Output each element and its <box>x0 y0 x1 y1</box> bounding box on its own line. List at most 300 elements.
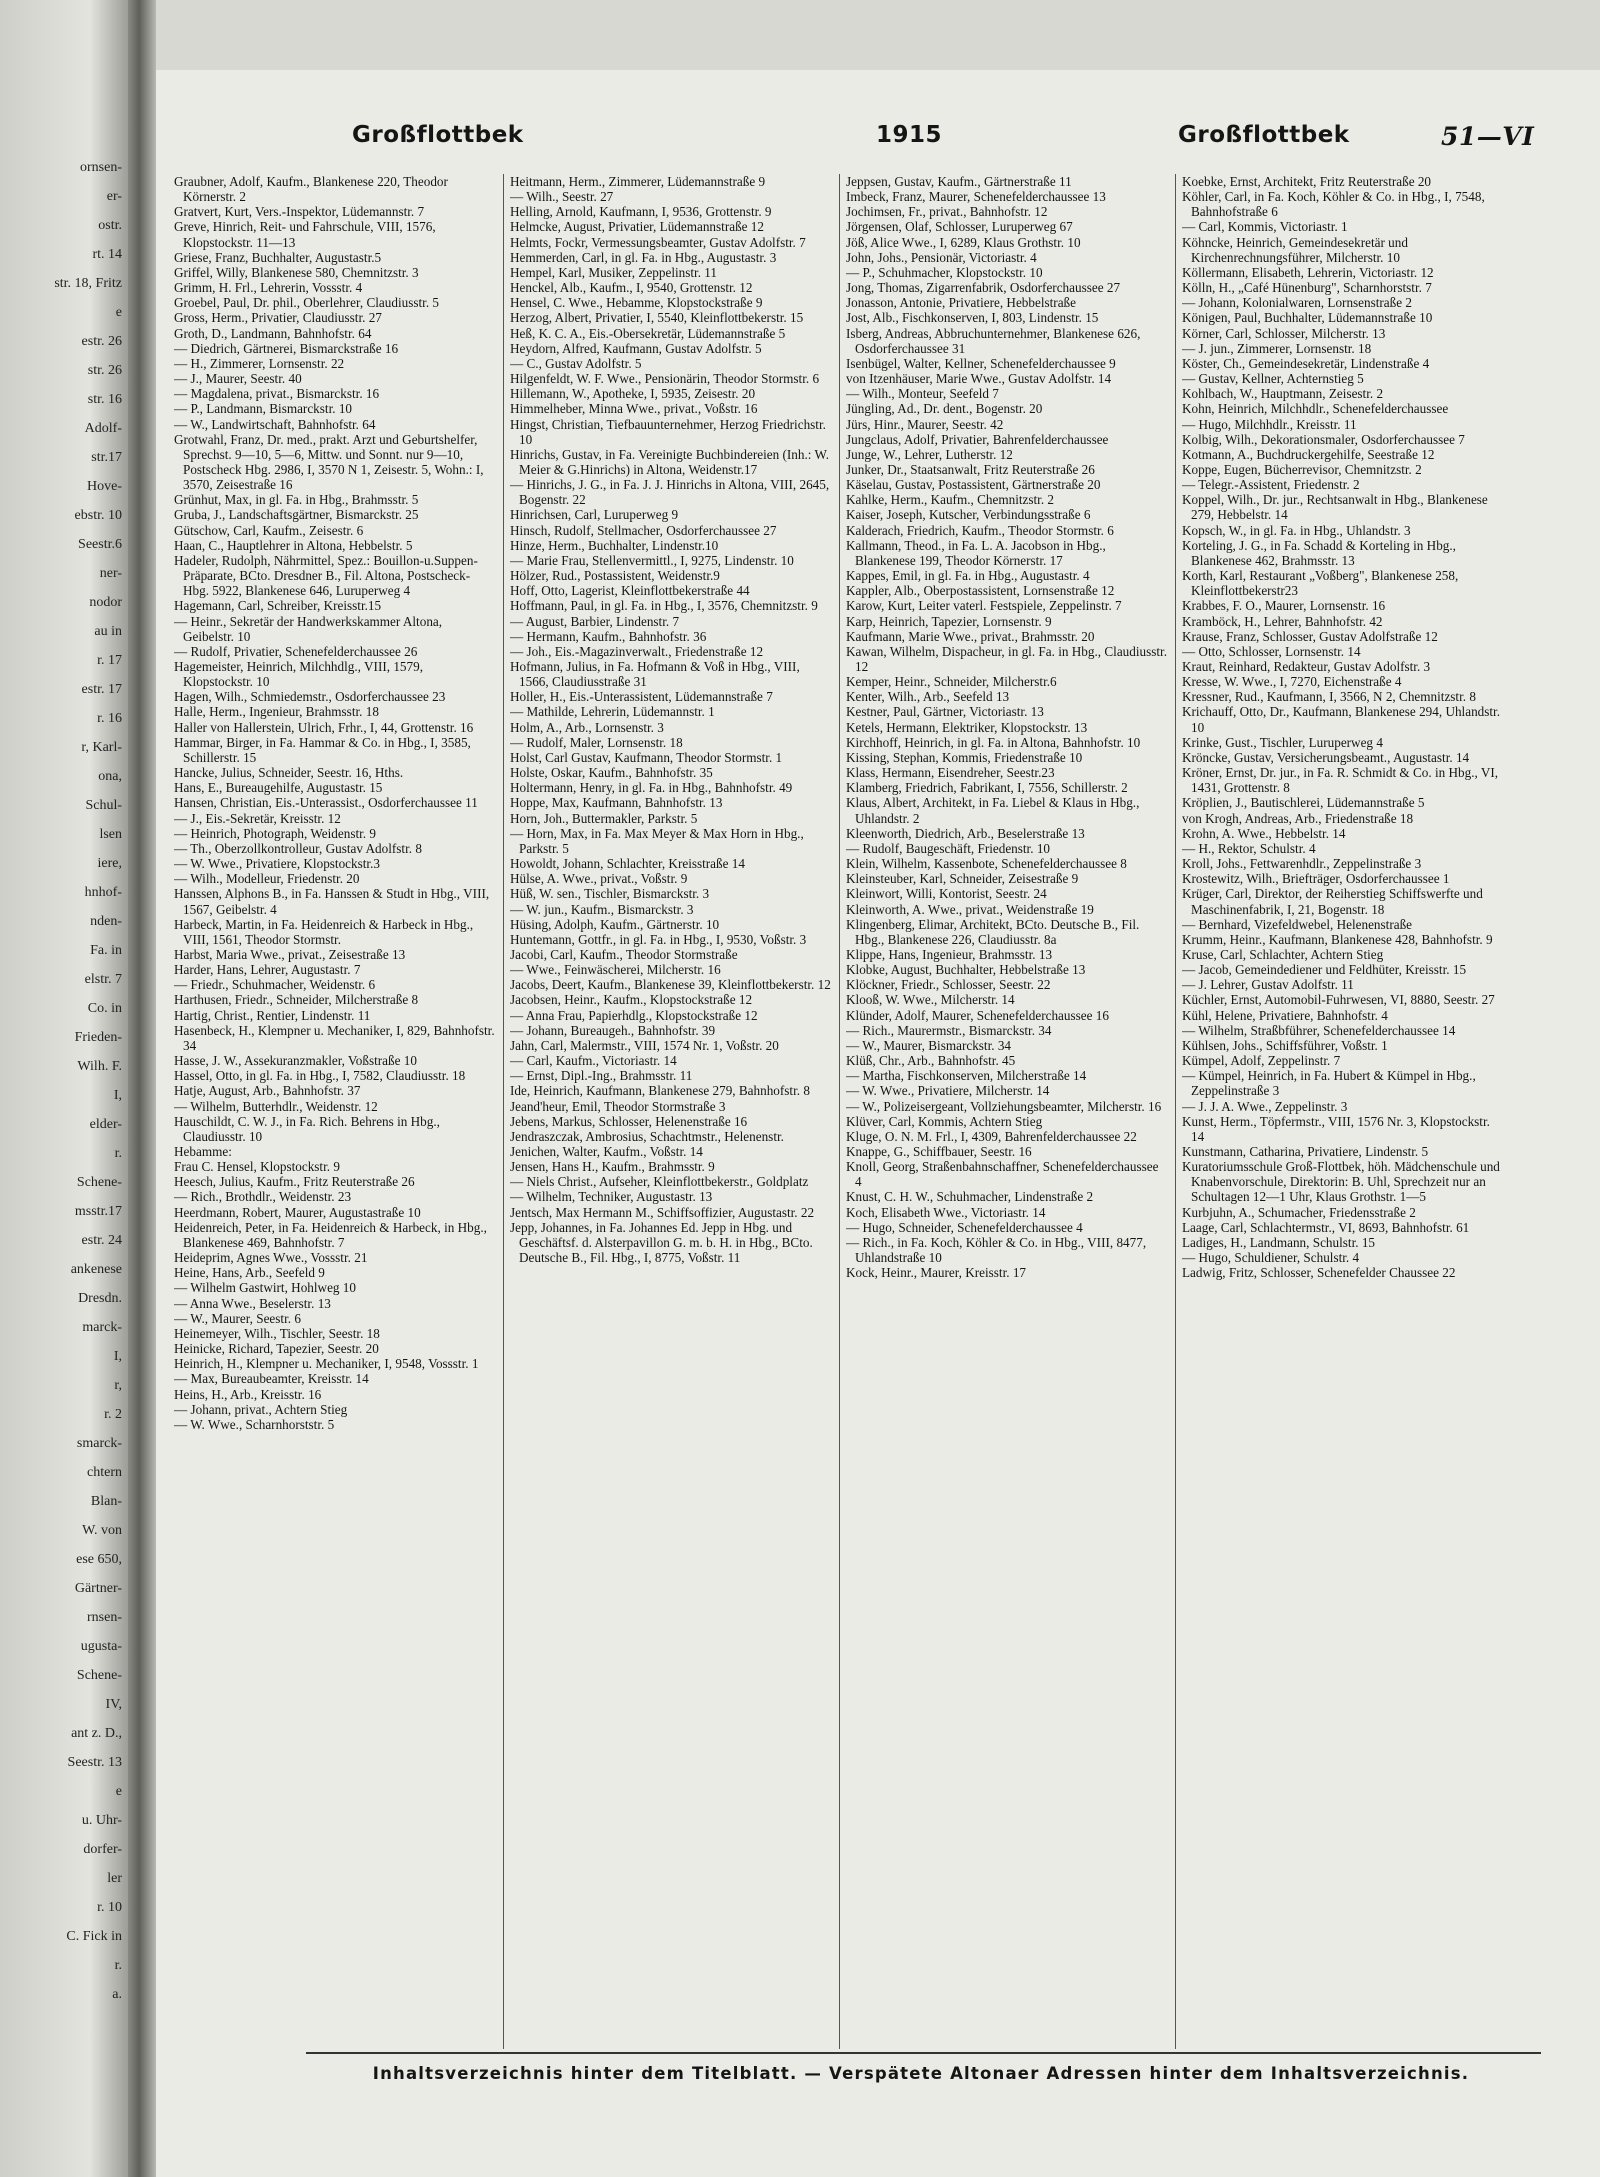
gutter-text-fragment: Fa. in <box>90 943 122 958</box>
directory-entry: Korteling, J. G., in Fa. Schadd & Korteling in Hbg., Blankenese 462, Brahmsstr. 13 <box>1182 537 1456 568</box>
gutter-text-fragment: chtern <box>87 1465 122 1480</box>
directory-entry: Heerdmann, Robert, Maurer, Augustastraße 10 <box>174 1204 421 1220</box>
directory-entry: Hassel, Otto, in gl. Fa. in Hbg., I, 7582, Claudiusstr. 18 <box>174 1068 466 1084</box>
directory-entry: — H., Zimmerer, Lornsenstr. 22 <box>174 355 345 371</box>
gutter-text-fragment: Wilh. F. <box>77 1059 122 1074</box>
directory-entry: Kestner, Paul, Gärtner, Victoriastr. 13 <box>846 704 1044 720</box>
gutter-text-fragment: Seestr. 13 <box>67 1755 122 1770</box>
directory-entry: Hinsch, Rudolf, Stellmacher, Osdorferchaussee 27 <box>510 522 777 538</box>
directory-entry: Knoll, Georg, Straßenbahnschaffner, Schenefelderchaussee 4 <box>846 1159 1159 1190</box>
directory-entry: — Rudolf, Baugeschäft, Friedenstr. 10 <box>846 840 1051 856</box>
gutter-text-fragment: marck- <box>82 1320 122 1335</box>
directory-entry: — Wilh., Modelleur, Friedenstr. 20 <box>174 871 360 887</box>
directory-entry: Hasse, J. W., Assekuranzmakler, Voßstraße 10 <box>174 1053 417 1069</box>
directory-entry: Koch, Elisabeth Wwe., Victoriastr. 14 <box>846 1204 1046 1220</box>
directory-entry: — Mathilde, Lehrerin, Lüdemannstr. 1 <box>510 704 715 720</box>
directory-entry: Hartig, Christ., Rentier, Lindenstr. 11 <box>174 1007 371 1023</box>
directory-entry: Hagen, Wilh., Schmiedemstr., Osdorferchaussee 23 <box>174 689 446 705</box>
directory-entry: Kleenworth, Diedrich, Arb., Beselerstraße 13 <box>846 825 1085 841</box>
directory-entry: — W. Wwe., Privatiere, Klopstockstr.3 <box>174 856 380 872</box>
directory-entry: Kresse, W. Wwe., I, 7270, Eichenstraße 4 <box>1182 674 1402 690</box>
directory-entry: — Otto, Schlosser, Lornsenstr. 14 <box>1182 643 1361 659</box>
directory-entry: Isberg, Andreas, Abbruchunternehmer, Blankenese 626, Osdorferchaussee 31 <box>846 325 1141 356</box>
directory-entry: Jepp, Johannes, in Fa. Johannes Ed. Jepp in Hbg. und Geschäftsf. d. Alsterpavillon G. m. b. H. in Hbg., BCto. Deutsche B., Fil. Hbg., I, 8775, Voßstr. 11 <box>510 1219 813 1266</box>
directory-entry: Gruba, J., Landschaftsgärtner, Bismarckstr. 25 <box>174 507 419 523</box>
gutter-text-fragment: a. <box>112 1987 122 2002</box>
directory-entry: Körner, Carl, Schlosser, Milcherstr. 13 <box>1182 325 1386 341</box>
directory-entry: Hagemann, Carl, Schreiber, Kreisstr.15 <box>174 598 382 614</box>
directory-entry: Kenter, Wilh., Arb., Seefeld 13 <box>846 689 1010 705</box>
directory-entry: Heitmann, Herm., Zimmerer, Lüdemannstraße 9 <box>510 174 766 189</box>
directory-entry: Krostewitz, Wilh., Briefträger, Osdorferchaussee 1 <box>1182 871 1450 887</box>
directory-entry: Klüß, Chr., Arb., Bahnhofstr. 45 <box>846 1053 1016 1069</box>
directory-entry: Jacobsen, Heinr., Kaufm., Klopstockstraße 12 <box>510 992 753 1008</box>
gutter-text-fragment: str. 26 <box>87 363 122 378</box>
directory-entry: Krinke, Gust., Tischler, Luruperweg 4 <box>1182 734 1383 750</box>
directory-entry: — Max, Bureaubeamter, Kreisstr. 14 <box>174 1371 369 1387</box>
footer-rule <box>306 2052 1541 2054</box>
directory-entry: Heidenreich, Peter, in Fa. Heidenreich & Harbeck, in Hbg., Blankenese 469, Bahnhofstr. 7 <box>174 1219 487 1250</box>
directory-entry: — W. Wwe., Privatiere, Milcherstr. 14 <box>846 1083 1050 1099</box>
directory-entry: Kaiser, Joseph, Kutscher, Verbindungsstraße 6 <box>846 507 1091 523</box>
directory-entry: — Diedrich, Gärtnerei, Bismarckstraße 16 <box>174 340 399 356</box>
directory-entry: Hebamme: <box>174 1144 232 1159</box>
directory-entry: Harder, Hans, Lehrer, Augustastr. 7 <box>174 962 361 978</box>
directory-entry: Harbst, Maria Wwe., privat., Zeisestraße 13 <box>174 946 406 962</box>
gutter-text-fragment: r. 10 <box>97 1900 122 1915</box>
gutter-text-fragment: Co. in <box>87 1001 122 1016</box>
directory-entry: — Magdalena, privat., Bismarckstr. 16 <box>174 386 380 402</box>
directory-entry: Hanssen, Alphons B., in Fa. Hanssen & Studt in Hbg., VIII, 1567, Geibelstr. 4 <box>174 886 490 917</box>
directory-entry: Laage, Carl, Schlachtermstr., VI, 8693, Bahnhofstr. 61 <box>1182 1219 1470 1235</box>
directory-entry: Klobke, August, Buchhalter, Hebbelstraße 13 <box>846 962 1086 978</box>
directory-entry: — Hinrichs, J. G., in Fa. J. J. Hinrichs in Altona, VIII, 2645, Bogenstr. 22 <box>510 477 830 508</box>
gutter-text-fragment: r, <box>114 1378 122 1393</box>
gutter-text-fragment: u. Uhr- <box>81 1813 122 1828</box>
directory-entry: — W., Maurer, Seestr. 6 <box>174 1310 301 1326</box>
directory-entry: Gütschow, Carl, Kaufm., Zeisestr. 6 <box>174 522 364 538</box>
directory-entry: Kissing, Stephan, Kommis, Friedenstraße 10 <box>846 749 1083 765</box>
gutter-text-fragment: r, Karl- <box>81 740 122 755</box>
directory-entry: Henckel, Alb., Kaufm., I, 9540, Grottenstr. 12 <box>510 280 753 296</box>
directory-entry: — Jacob, Gemeindediener und Feldhüter, Kreisstr. 15 <box>1182 962 1467 978</box>
directory-entry: Kock, Heinr., Maurer, Kreisstr. 17 <box>846 1265 1027 1281</box>
directory-entry: Junker, Dr., Staatsanwalt, Fritz Reuterstraße 26 <box>846 461 1095 477</box>
directory-entry: Kressner, Rud., Kaufmann, I, 3566, N 2, Chemnitzstr. 8 <box>1182 689 1476 705</box>
directory-entry: Grotwahl, Franz, Dr. med., prakt. Arzt und Geburtshelfer, Sprechst. 9—10, 5—6, Mittw. und Sonnt. nur 9—10, Postscheck Hbg. 2986, I, 3570 N 1, Zeisestr. 5, Wohn.: I, 3570, Zeisestraße 16 <box>174 431 484 493</box>
directory-entry: Hoff, Otto, Lagerist, Kleinflottbekerstraße 44 <box>510 583 750 599</box>
gutter-text-fragment: Hove- <box>87 479 122 494</box>
directory-entry: — W., Maurer, Bismarckstr. 34 <box>846 1037 1012 1053</box>
directory-entry: Köllermann, Elisabeth, Lehrerin, Victoriastr. 12 <box>1182 264 1434 280</box>
directory-entry: Graubner, Adolf, Kaufm., Blankenese 220, Theodor Körnerstr. 2 <box>174 174 448 205</box>
column-1 <box>174 174 496 2049</box>
directory-entry: Köster, Ch., Gemeindesekretär, Lindenstraße 4 <box>1182 355 1430 371</box>
directory-entry: Kröner, Ernst, Dr. jur., in Fa. R. Schmidt & Co. in Hbg., VI, 1431, Grottenstr. 8 <box>1182 765 1499 796</box>
gutter-text-fragment: e <box>115 1784 122 1799</box>
directory-entry: — Bernhard, Vizefeldwebel, Helenenstraße <box>1182 916 1413 932</box>
directory-entry: — Th., Oberzollkontrolleur, Gustav Adolfstr. 8 <box>174 840 422 856</box>
directory-entry: John, Johs., Pensionär, Victoriastr. 4 <box>846 249 1037 265</box>
directory-entry: Jungclaus, Adolf, Privatier, Bahrenfelderchaussee <box>846 431 1109 447</box>
directory-entry: — H., Rektor, Schulstr. 4 <box>1182 840 1316 856</box>
directory-entry: Hammar, Birger, in Fa. Hammar & Co. in Hbg., I, 3585, Schillerstr. 15 <box>174 734 471 765</box>
directory-entry: — W., Landwirtschaft, Bahnhofstr. 64 <box>174 416 376 432</box>
directory-entry: Jonasson, Antonie, Privatiere, Hebbelstraße <box>846 295 1076 311</box>
directory-entry: — Johann, Bureaugeh., Bahnhofstr. 39 <box>510 1022 716 1038</box>
gutter-text-fragment: ona, <box>98 769 122 784</box>
header-page-number: 51—VI <box>1441 122 1535 151</box>
directory-entry: Kalderach, Friedrich, Kaufm., Theodor Stormstr. 6 <box>846 522 1114 538</box>
directory-entry: Kohlbach, W., Hauptmann, Zeisestr. 2 <box>1182 386 1384 402</box>
directory-entry: Imbeck, Franz, Maurer, Schenefelderchaussee 13 <box>846 189 1106 205</box>
directory-entry: — Wilh., Seestr. 27 <box>510 189 614 205</box>
directory-entry: — Wwe., Feinwäscherei, Milcherstr. 16 <box>510 962 721 978</box>
directory-entry: Jensen, Hans H., Kaufm., Brahmsstr. 9 <box>510 1159 715 1175</box>
directory-entry: Kluge, O. N. M. Frl., I, 4309, Bahrenfelderchaussee 22 <box>846 1128 1137 1144</box>
directory-entry: Horn, Joh., Buttermakler, Parkstr. 5 <box>510 810 698 826</box>
directory-entry: Kunstmann, Catharina, Privatiere, Lindenstr. 5 <box>1182 1144 1429 1159</box>
directory-entry: — Carl, Kaufm., Victoriastr. 14 <box>510 1053 677 1069</box>
directory-entry: Kaufmann, Marie Wwe., privat., Brahmsstr. 20 <box>846 628 1095 644</box>
directory-entry: Hillemann, W., Apotheke, I, 5935, Zeisestr. 20 <box>510 386 756 402</box>
directory-entry: Heinemeyer, Wilh., Tischler, Seestr. 18 <box>174 1325 380 1341</box>
directory-entry: Herzog, Albert, Privatier, I, 5540, Kleinflottbekerstr. 15 <box>510 310 804 326</box>
gutter-text-fragment: rt. 14 <box>92 247 122 262</box>
directory-entry: Krause, Franz, Schlosser, Gustav Adolfstraße 12 <box>1182 628 1438 644</box>
directory-entry: Klüver, Carl, Kommis, Achtern Stieg <box>846 1113 1043 1129</box>
directory-entry: Haan, C., Hauptlehrer in Altona, Hebbelstr. 5 <box>174 537 413 553</box>
directory-entry: Holler, H., Eis.-Unterassistent, Lüdemannstraße 7 <box>510 689 773 705</box>
directory-entry: Klooß, W. Wwe., Milcherstr. 14 <box>846 992 1015 1008</box>
gutter-text-fragment: rnsen- <box>87 1610 122 1625</box>
directory-entry: — Hermann, Kaufm., Bahnhofstr. 36 <box>510 628 707 644</box>
directory-entry: Jong, Thomas, Zigarrenfabrik, Osdorferchaussee 27 <box>846 280 1121 296</box>
directory-entry: Kotmann, A., Buchdruckergehilfe, Seestraße 12 <box>1182 446 1435 462</box>
directory-entry: — Martha, Fischkonserven, Milcherstraße 14 <box>846 1068 1087 1084</box>
directory-entry: Gratvert, Kurt, Vers.-Inspektor, Lüdemannstr. 7 <box>174 204 425 220</box>
directory-entry: Kühl, Helene, Privatiere, Bahnhofstr. 4 <box>1182 1007 1388 1023</box>
directory-entry: Kopsch, W., in gl. Fa. in Hbg., Uhlandstr. 3 <box>1182 522 1411 538</box>
header-year: 1915 <box>876 122 943 148</box>
header-right-title: Großflottbek <box>1178 122 1350 148</box>
directory-entry: Jenichen, Walter, Kaufm., Voßstr. 14 <box>510 1144 703 1159</box>
gutter-text-fragment: estr. 17 <box>81 682 122 697</box>
directory-entry: Isenbügel, Walter, Kellner, Schenefelderchaussee 9 <box>846 355 1116 371</box>
gutter-text-fragment: au in <box>94 624 122 639</box>
directory-entry: Jeand'heur, Emil, Theodor Stormstraße 3 <box>510 1098 726 1114</box>
gutter-text-fragment: msstr.17 <box>74 1204 122 1219</box>
directory-entry: Hansen, Christian, Eis.-Unterassist., Osdorferchaussee 11 <box>174 795 478 811</box>
directory-entry: Heß, K. C. A., Eis.-Obersekretär, Lüdemannstraße 5 <box>510 325 786 341</box>
directory-entry: Kuratoriumsschule Groß-Flottbek, höh. Mädchenschule und Knabenvorschule, Direktorin: B. Uhl, Sprechzeit nur an Schultagen 12—1 Uhr, Klaus Grothstr. 1—5 <box>1182 1159 1500 1205</box>
directory-entry: — Wilhelm, Straßbführer, Schenefelderchaussee 14 <box>1182 1022 1456 1038</box>
gutter-text-fragment: str. 18, Fritz <box>54 276 122 291</box>
directory-entry: — Niels Christ., Aufseher, Kleinflottbekerstr., Goldplatz <box>510 1174 809 1190</box>
directory-entry: — Rudolf, Privatier, Schenefelderchaussee 26 <box>174 643 418 659</box>
directory-entry: Klein, Wilhelm, Kassenbote, Schenefelderchaussee 8 <box>846 856 1127 872</box>
directory-entry: von Itzenhäuser, Marie Wwe., Gustav Adolfstr. 14 <box>846 371 1112 387</box>
gutter-text-fragment: iere, <box>97 856 122 871</box>
directory-entry: Küchler, Ernst, Automobil-Fuhrwesen, VI, 8880, Seestr. 27 <box>1182 992 1495 1008</box>
directory-entry: — Friedr., Schuhmacher, Weidenstr. 6 <box>174 977 376 993</box>
gutter-text-fragment: elstr. 7 <box>84 972 122 987</box>
directory-entry: — Rich., Maurermstr., Bismarckstr. 34 <box>846 1022 1052 1038</box>
directory-entry: — Hugo, Schneider, Schenefelderchaussee 4 <box>846 1219 1083 1235</box>
directory-entry: Kroll, Johs., Fettwarenhdlr., Zeppelinstraße 3 <box>1182 856 1422 872</box>
page-header <box>156 122 1600 162</box>
gutter-text-fragment: nden- <box>90 914 122 929</box>
gutter-text-fragment: ankenese <box>70 1262 122 1277</box>
directory-entry: Holst, Carl Gustav, Kaufmann, Theodor Stormstr. 1 <box>510 749 783 765</box>
gutter-text-fragment: r. 17 <box>97 653 122 668</box>
directory-entry: Kirchhoff, Heinrich, in gl. Fa. in Altona, Bahnhofstr. 10 <box>846 734 1141 750</box>
directory-entry: Jebens, Markus, Schlosser, Helenenstraße 16 <box>510 1113 748 1129</box>
gutter-text-fragment: str. 16 <box>87 392 122 407</box>
book-spine <box>128 0 156 2177</box>
gutter-text-fragment: Seestr.6 <box>78 537 122 552</box>
directory-entry: Hauschildt, C. W. J., in Fa. Rich. Behrens in Hbg., Claudiusstr. 10 <box>174 1113 440 1144</box>
directory-entry: — Horn, Max, in Fa. Max Meyer & Max Horn in Hbg., Parkstr. 5 <box>510 825 804 856</box>
directory-entry: — Telegr.-Assistent, Friedenstr. 2 <box>1182 477 1360 493</box>
directory-entry: Heinicke, Richard, Tapezier, Seestr. 20 <box>174 1341 379 1357</box>
gutter-text-fragment: ugusta- <box>80 1639 122 1654</box>
directory-entry: Kruse, Carl, Schlachter, Achtern Stieg <box>1182 946 1384 962</box>
directory-entry: Kolbig, Wilh., Dekorationsmaler, Osdorferchaussee 7 <box>1182 431 1465 447</box>
directory-columns <box>156 174 1600 2049</box>
gutter-text-fragment: Blan- <box>90 1494 122 1509</box>
directory-entry: Klamberg, Friedrich, Fabrikant, I, 7556, Schillerstr. 2 <box>846 780 1128 796</box>
directory-entry: — August, Barbier, Lindenstr. 7 <box>510 613 680 629</box>
directory-entry: Hüsing, Adolph, Kaufm., Gärtnerstr. 10 <box>510 916 720 932</box>
directory-entry: Kölln, H., „Café Hünenburg", Scharnhorststr. 7 <box>1182 280 1432 296</box>
column-divider <box>503 174 504 2049</box>
gutter-text-fragment: hnhof- <box>84 885 122 900</box>
directory-entry: Jacobs, Deert, Kaufm., Blankenese 39, Kleinflottbekerstr. 12 <box>510 977 831 993</box>
directory-entry: Krabbes, F. O., Maurer, Lornsenstr. 16 <box>1182 598 1386 614</box>
gutter-text-fragment: estr. 26 <box>81 334 122 349</box>
directory-entry: Klaus, Albert, Architekt, in Fa. Liebel & Klaus in Hbg., Uhlandstr. 2 <box>846 795 1140 826</box>
column-3 <box>846 174 1168 2049</box>
directory-entry: Holtermann, Henry, in gl. Fa. in Hbg., Bahnhofstr. 49 <box>510 780 793 796</box>
directory-entry: Kraut, Reinhard, Redakteur, Gustav Adolfstr. 3 <box>1182 659 1431 674</box>
directory-entry: Heesch, Julius, Kaufm., Fritz Reuterstraße 26 <box>174 1174 415 1190</box>
gutter-text-fragment: ese 650, <box>76 1552 122 1567</box>
directory-entry: Klippe, Hans, Ingenieur, Brahmsstr. 13 <box>846 946 1053 962</box>
directory-entry: Krichauff, Otto, Dr., Kaufmann, Blankenese 294, Uhlandstr. 10 <box>1182 704 1501 735</box>
directory-entry: — Marie Frau, Stellenvermittl., I, 9275, Lindenstr. 10 <box>510 552 794 568</box>
directory-entry: Holm, A., Arb., Lornsenstr. 3 <box>510 719 664 735</box>
directory-entry: Kallmann, Theod., in Fa. L. A. Jacobson in Hbg., Blankenese 199, Theodor Körnerstr. 17 <box>846 537 1106 568</box>
directory-page <box>156 70 1600 2177</box>
header-left-title: Großflottbek <box>352 122 524 148</box>
directory-entry: — Carl, Kommis, Victoriastr. 1 <box>1182 219 1348 235</box>
directory-entry: Ladwig, Fritz, Schlosser, Schenefelder Chaussee 22 <box>1182 1265 1456 1281</box>
gutter-text-fragment: ant z. D., <box>71 1726 122 1741</box>
directory-entry: Jendraszczak, Ambrosius, Schachtmstr., Helenenstr. <box>510 1128 784 1144</box>
directory-entry: Koppel, Wilh., Dr. jur., Rechtsanwalt in Hbg., Blankenese 279, Hebbelstr. 14 <box>1182 492 1488 523</box>
directory-entry: — Wilhelm Gastwirt, Hohlweg 10 <box>174 1280 356 1296</box>
directory-entry: Hoffmann, Paul, in gl. Fa. in Hbg., I, 3576, Chemnitzstr. 9 <box>510 598 818 614</box>
directory-entry: Kunst, Herm., Töpfermstr., VIII, 1576 Nr. 3, Klopstockstr. 14 <box>1182 1113 1490 1144</box>
directory-entry: — J. jun., Zimmerer, Lornsenstr. 18 <box>1182 340 1372 356</box>
directory-entry: Hofmann, Julius, in Fa. Hofmann & Voß in Hbg., VIII, 1566, Claudiusstraße 31 <box>510 659 800 690</box>
directory-entry: Himmelheber, Minna Wwe., privat., Voßstr. 16 <box>510 401 758 417</box>
directory-entry: Heine, Hans, Arb., Seefeld 9 <box>174 1265 325 1281</box>
directory-entry: Hatje, August, Arb., Bahnhofstr. 37 <box>174 1083 361 1099</box>
gutter-text-fragment: ebstr. 10 <box>74 508 122 523</box>
directory-entry: Grünhut, Max, in gl. Fa. in Hbg., Brahmsstr. 5 <box>174 492 419 508</box>
directory-entry: Jacobi, Carl, Kaufm., Theodor Stormstraße <box>510 946 738 962</box>
gutter-text-fragment: ler <box>107 1871 122 1886</box>
directory-entry: Holste, Oskar, Kaufm., Bahnhofstr. 35 <box>510 765 713 781</box>
directory-entry: Karow, Kurt, Leiter vaterl. Festspiele, Zeppelinstr. 7 <box>846 598 1122 614</box>
directory-entry: Groth, D., Landmann, Bahnhofstr. 64 <box>174 325 372 341</box>
gutter-text-fragment: C. Fick in <box>66 1929 122 1944</box>
directory-entry: Hemmerden, Carl, in gl. Fa. in Hbg., Augustastr. 3 <box>510 249 777 265</box>
directory-entry: Ladiges, H., Landmann, Schulstr. 15 <box>1182 1234 1376 1250</box>
gutter-text-fragment: Frieden- <box>74 1030 122 1045</box>
gutter-text-fragment: r. <box>114 1958 122 1973</box>
column-2 <box>510 174 832 2049</box>
directory-entry: — Heinr., Sekretär der Handwerkskammer Altona, Geibelstr. 10 <box>174 613 443 644</box>
directory-entry: Hinrichs, Gustav, in Fa. Vereinigte Buchbindereien (Inh.: W. Meier & G.Hinrichs) in Altona, Weidenstr.17 <box>510 446 830 477</box>
directory-entry: Kappes, Emil, in gl. Fa. in Hbg., Augustastr. 4 <box>846 568 1090 584</box>
directory-entry: — Gustav, Kellner, Achternstieg 5 <box>1182 371 1364 387</box>
directory-entry: Knust, C. H. W., Schuhmacher, Lindenstraße 2 <box>846 1189 1094 1205</box>
directory-entry: Kröplien, J., Bautischlerei, Lüdemannstraße 5 <box>1182 795 1425 811</box>
gutter-text-fragment: e <box>115 305 122 320</box>
directory-entry: — W. Wwe., Scharnhorststr. 5 <box>174 1416 335 1432</box>
directory-entry: Kleinworth, A. Wwe., privat., Weidenstraße 19 <box>846 901 1094 917</box>
directory-entry: — C., Gustav Adolfstr. 5 <box>510 355 642 371</box>
directory-entry: Kappler, Alb., Oberpostassistent, Lornsenstraße 12 <box>846 583 1115 599</box>
directory-entry: Käselau, Gustav, Postassistent, Gärtnerstraße 20 <box>846 477 1101 493</box>
gutter-text-fragment: er- <box>106 189 122 204</box>
gutter-text-fragment: r. 16 <box>97 711 122 726</box>
directory-entry: — P., Landmann, Bismarckstr. 10 <box>174 401 353 417</box>
directory-entry: — J., Maurer, Seestr. 40 <box>174 371 302 387</box>
directory-entry: — W., Polizeisergeant, Vollziehungsbeamter, Milcherstr. 16 <box>846 1098 1162 1114</box>
directory-entry: Jöß, Alice Wwe., I, 6289, Klaus Grothstr. 10 <box>846 234 1081 250</box>
directory-entry: Korth, Karl, Restaurant „Voßberg", Blankenese 258, Kleinflottbekerstr23 <box>1182 568 1459 599</box>
gutter-text-fragment: Schene- <box>76 1668 122 1683</box>
directory-entry: — Rudolf, Maler, Lornsenstr. 18 <box>510 734 683 750</box>
directory-entry: — Kümpel, Heinrich, in Fa. Hubert & Kümpel in Hbg., Zeppelinstraße 3 <box>1182 1068 1476 1099</box>
directory-entry: — Johann, Kolonialwaren, Lornsenstraße 2 <box>1182 295 1412 311</box>
directory-entry: Heinrich, H., Klempner u. Mechaniker, I, 9548, Vossstr. 1 <box>174 1356 479 1372</box>
gutter-text-fragment: ostr. <box>98 218 122 233</box>
directory-entry: Helling, Arnold, Kaufmann, I, 9536, Grottenstr. 9 <box>510 204 772 220</box>
directory-entry: — Wilhelm, Butterhdlr., Weidenstr. 12 <box>174 1098 378 1114</box>
directory-entry: Kleinsteuber, Karl, Schneider, Zeisestraße 9 <box>846 871 1079 887</box>
directory-entry: Halle, Herm., Ingenieur, Brahmsstr. 18 <box>174 704 379 720</box>
gutter-text-fragment: r. <box>114 1146 122 1161</box>
gutter-text-fragment: nodor <box>89 595 122 610</box>
directory-entry: Kühlsen, Johs., Schiffsführer, Voßstr. 1 <box>1182 1037 1388 1053</box>
directory-entry: Hans, E., Bureaugehilfe, Augustastr. 15 <box>174 780 383 796</box>
directory-entry: Krüger, Carl, Direktor, der Reiherstieg Schiffswerfte und Maschinenfabrik, I, 21, Bogenstr. 18 <box>1182 886 1483 917</box>
directory-entry: von Krogh, Andreas, Arb., Friedenstraße 18 <box>1182 810 1414 826</box>
gutter-text-fragment: I, <box>113 1088 122 1103</box>
directory-entry: Köhncke, Heinrich, Gemeindesekretär und Kirchenrechnungsführer, Milcherstr. 10 <box>1182 234 1408 265</box>
directory-entry: Hancke, Julius, Schneider, Seestr. 16, Hths. <box>174 765 404 781</box>
directory-entry: Kröncke, Gustav, Versicherungsbeamt., Augustastr. 14 <box>1182 749 1470 765</box>
directory-entry: Helmts, Fockr, Vermessungsbeamter, Gustav Adolfstr. 7 <box>510 234 806 250</box>
directory-entry: — Joh., Eis.-Magazinverwalt., Friedenstraße 12 <box>510 643 764 659</box>
directory-entry: Köhler, Carl, in Fa. Koch, Köhler & Co. in Hbg., I, 7548, Bahnhofstraße 6 <box>1182 189 1485 220</box>
directory-entry: — Hugo, Schuldiener, Schulstr. 4 <box>1182 1250 1360 1266</box>
directory-entry: Heydorn, Alfred, Kaufmann, Gustav Adolfstr. 5 <box>510 340 762 356</box>
directory-entry: — W. jun., Kaufm., Bismarckstr. 3 <box>510 901 694 917</box>
directory-entry: Kramböck, H., Lehrer, Bahnhofstr. 42 <box>1182 613 1383 629</box>
directory-entry: — Wilhelm, Techniker, Augustastr. 13 <box>510 1189 713 1205</box>
directory-entry: Hasenbeck, H., Klempner u. Mechaniker, I, 829, Bahnhofstr. 34 <box>174 1022 495 1053</box>
directory-entry: Kemper, Heinr., Schneider, Milcherstr.6 <box>846 674 1057 690</box>
directory-entry: Kawan, Wilhelm, Dispacheur, in gl. Fa. in Hbg., Claudiusstr. 12 <box>846 643 1168 674</box>
directory-entry: Jeppsen, Gustav, Kaufm., Gärtnerstraße 11 <box>846 174 1072 189</box>
column-divider <box>1175 174 1176 2049</box>
directory-entry: Ide, Heinrich, Kaufmann, Blankenese 279, Bahnhofstr. 8 <box>510 1083 810 1099</box>
directory-entry: Griese, Franz, Buchhalter, Augustastr.5 <box>174 249 382 265</box>
directory-entry: Hoppe, Max, Kaufmann, Bahnhofstr. 13 <box>510 795 723 811</box>
directory-entry: Hinze, Herm., Buchhalter, Lindenstr.10 <box>510 537 719 553</box>
gutter-text-fragment: IV, <box>105 1697 122 1712</box>
directory-entry: Grimm, H. Frl., Lehrerin, Vossstr. 4 <box>174 280 363 296</box>
column-4 <box>1182 174 1504 2049</box>
directory-entry: Hingst, Christian, Tiefbauunternehmer, Herzog Friedrichstr. 10 <box>510 416 826 447</box>
gutter-text-fragment: Schene- <box>76 1175 122 1190</box>
directory-entry: Hadeler, Rudolph, Nährmittel, Spez.: Bouillon-u.Suppen-Präparate, BCto. Dresdner B., Fil. Altona, Postscheck- Hbg. 5922, Blankenese 646, Luruperweg 4 <box>174 552 478 599</box>
directory-entry: Harbeck, Martin, in Fa. Heidenreich & Harbeck in Hbg., VIII, 1561, Theodor Stormstr. <box>174 916 474 947</box>
directory-entry: Königen, Paul, Buchhalter, Lüdemannstraße 10 <box>1182 310 1433 326</box>
directory-entry: Kahlke, Herm., Kaufm., Chemnitzstr. 2 <box>846 492 1055 508</box>
directory-entry: Heideprim, Agnes Wwe., Vossstr. 21 <box>174 1250 368 1266</box>
directory-entry: Jürs, Hinr., Maurer, Seestr. 42 <box>846 416 1004 432</box>
directory-entry: — Anna Wwe., Beselerstr. 13 <box>174 1295 331 1311</box>
directory-entry: Klünder, Adolf, Maurer, Schenefelderchaussee 16 <box>846 1007 1109 1023</box>
directory-entry: Hinrichsen, Carl, Luruperweg 9 <box>510 507 679 523</box>
directory-entry: — J. Lehrer, Gustav Adolfstr. 11 <box>1182 977 1354 993</box>
gutter-text-fragment: str.17 <box>91 450 122 465</box>
gutter-text-fragment: ner- <box>99 566 122 581</box>
directory-entry: Klöckner, Friedr., Schlosser, Seestr. 22 <box>846 977 1051 993</box>
directory-entry: Hensel, C. Wwe., Hebamme, Klopstockstraße 9 <box>510 295 763 311</box>
directory-entry: — J. J. A. Wwe., Zeppelinstr. 3 <box>1182 1098 1348 1114</box>
gutter-text-fragment: smarck- <box>76 1436 122 1451</box>
directory-entry: Jochimsen, Fr., privat., Bahnhofstr. 12 <box>846 204 1048 220</box>
directory-entry: Haller von Hallerstein, Ulrich, Frhr., I, 44, Grottenstr. 16 <box>174 719 474 735</box>
gutter-text-fragment: estr. 24 <box>81 1233 122 1248</box>
directory-entry: Jost, Alb., Fischkonserven, I, 803, Lindenstr. 15 <box>846 310 1099 326</box>
gutter-text-fragment: I, <box>113 1349 122 1364</box>
directory-entry: Howoldt, Johann, Schlachter, Kreisstraße 14 <box>510 856 745 872</box>
directory-entry: Koppe, Eugen, Bücherrevisor, Chemnitzstr. 2 <box>1182 461 1422 477</box>
gutter-text-fragment: ornsen- <box>80 160 122 175</box>
directory-entry: Helmcke, August, Privatier, Lüdemannstraße 12 <box>510 219 764 235</box>
directory-entry: Junge, W., Lehrer, Lutherstr. 12 <box>846 446 1013 462</box>
directory-entry: — Ernst, Dipl.-Ing., Brahmsstr. 11 <box>510 1068 693 1084</box>
gutter-text-fragment: Dresdn. <box>78 1291 122 1306</box>
directory-entry: Jüngling, Ad., Dr. dent., Bogenstr. 20 <box>846 401 1043 417</box>
gutter-text-fragment: dorfer- <box>83 1842 122 1857</box>
left-page-edge <box>0 0 128 2177</box>
directory-entry: Jörgensen, Olaf, Schlosser, Luruperweg 67 <box>846 219 1073 235</box>
page-footer: Inhaltsverzeichnis hinter dem Titelblatt. — Verspätete Altonaer Adressen hinter dem Inhaltsverzeichnis. <box>372 2064 1470 2083</box>
directory-entry: — Anna Frau, Papierhdlg., Klopstockstraße 12 <box>510 1007 758 1023</box>
directory-entry: Hempel, Karl, Musiker, Zeppelinstr. 11 <box>510 264 718 280</box>
directory-entry: Hilgenfeldt, W. F. Wwe., Pensionärin, Theodor Stormstr. 6 <box>510 371 820 387</box>
